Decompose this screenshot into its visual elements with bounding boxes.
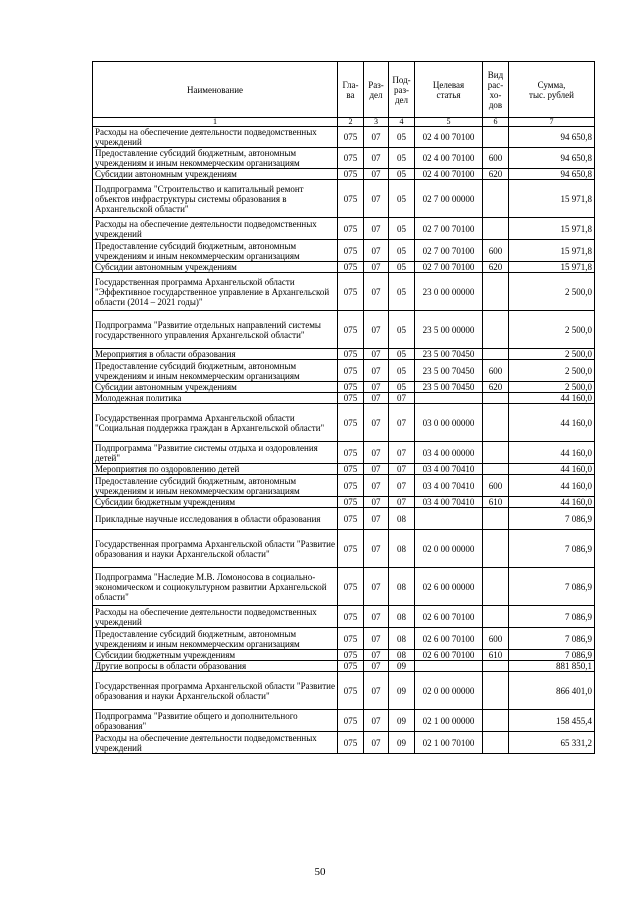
row-glava: 075 (338, 606, 364, 628)
row-sum: 866 401,0 (509, 672, 595, 710)
row-target-article: 02 0 00 00000 (415, 672, 483, 710)
page-number: 50 (314, 866, 326, 878)
column-number: 1 (93, 118, 338, 127)
row-razdel: 07 (364, 508, 389, 530)
row-expense-type (483, 661, 509, 672)
row-podrazdel: 05 (389, 382, 415, 393)
table-row (93, 732, 595, 754)
row-target-article: 23 5 00 70450 (415, 360, 483, 382)
row-target-article: 03 4 00 70410 (415, 497, 483, 508)
row-name: Предоставление субсидий бюджетным, автономным учреждениям и иным некоммерческим организациям (93, 148, 338, 169)
table-row (93, 464, 595, 475)
row-podrazdel: 05 (389, 218, 415, 240)
row-name: Расходы на обеспечение деятельности подведомственных учреждений (93, 127, 338, 148)
row-razdel: 07 (364, 393, 389, 404)
row-podrazdel: 05 (389, 148, 415, 169)
row-sum: 2 500,0 (509, 360, 595, 382)
row-expense-type (483, 127, 509, 148)
row-sum: 7 086,9 (509, 628, 595, 650)
table-row (93, 497, 595, 508)
column-number: 5 (415, 118, 483, 127)
row-glava: 075 (338, 180, 364, 218)
row-name: Субсидии бюджетным учреждениям (93, 497, 338, 508)
row-podrazdel: 05 (389, 349, 415, 360)
row-expense-type: 600 (483, 628, 509, 650)
row-target-article: 02 0 00 00000 (415, 530, 483, 568)
row-glava: 075 (338, 475, 364, 497)
row-expense-type (483, 442, 509, 464)
row-sum: 44 160,0 (509, 497, 595, 508)
row-razdel: 07 (364, 404, 389, 442)
row-sum: 44 160,0 (509, 404, 595, 442)
table-row (93, 127, 595, 148)
table-row (93, 240, 595, 262)
row-name: Государственная программа Архангельской области "Социальная поддержка граждан в Архангельской области" (93, 404, 338, 442)
row-podrazdel: 05 (389, 180, 415, 218)
table-row (93, 148, 595, 169)
row-name: Подпрограмма "Наследие М.В. Ломоносова в социально-экономическом и социокультурном развитии Архангельской области" (93, 568, 338, 606)
table-row (93, 262, 595, 273)
table-row (93, 442, 595, 464)
row-name: Расходы на обеспечение деятельности подведомственных учреждений (93, 732, 338, 754)
row-expense-type (483, 349, 509, 360)
table-row (93, 650, 595, 661)
table-header-row (93, 62, 595, 118)
header-name: Наименование (93, 62, 338, 118)
row-sum: 44 160,0 (509, 464, 595, 475)
table-row (93, 628, 595, 650)
row-razdel: 07 (364, 464, 389, 475)
row-glava: 075 (338, 508, 364, 530)
row-podrazdel: 07 (389, 393, 415, 404)
row-expense-type: 620 (483, 262, 509, 273)
row-expense-type (483, 464, 509, 475)
header-expense-type: Вид рас- хо- дов (483, 62, 509, 118)
row-sum: 2 500,0 (509, 273, 595, 311)
row-podrazdel: 09 (389, 672, 415, 710)
row-podrazdel: 07 (389, 464, 415, 475)
column-number: 7 (509, 118, 595, 127)
row-name: Подпрограмма "Развитие системы отдыха и оздоровления детей" (93, 442, 338, 464)
row-expense-type (483, 530, 509, 568)
row-expense-type (483, 273, 509, 311)
column-number: 6 (483, 118, 509, 127)
row-razdel: 07 (364, 218, 389, 240)
budget-table (92, 61, 595, 754)
row-sum: 44 160,0 (509, 475, 595, 497)
row-target-article: 02 4 00 70100 (415, 148, 483, 169)
row-target-article: 02 7 00 70100 (415, 240, 483, 262)
row-name: Молодежная политика (93, 393, 338, 404)
row-name: Подпрограмма "Развитие общего и дополнительного образования" (93, 710, 338, 732)
row-podrazdel: 05 (389, 127, 415, 148)
row-sum: 7 086,9 (509, 650, 595, 661)
row-name: Субсидии автономным учреждениям (93, 382, 338, 393)
row-razdel: 07 (364, 732, 389, 754)
column-number: 3 (364, 118, 389, 127)
row-expense-type: 610 (483, 650, 509, 661)
row-target-article: 02 6 00 70100 (415, 606, 483, 628)
table-body (93, 127, 595, 754)
table-row (93, 404, 595, 442)
row-expense-type: 620 (483, 382, 509, 393)
row-name: Предоставление субсидий бюджетным, автономным учреждениям и иным некоммерческим организациям (93, 628, 338, 650)
row-name: Субсидии автономным учреждениям (93, 262, 338, 273)
row-expense-type (483, 606, 509, 628)
row-sum: 65 331,2 (509, 732, 595, 754)
row-name: Мероприятия по оздоровлению детей (93, 464, 338, 475)
row-razdel: 07 (364, 262, 389, 273)
row-name: Расходы на обеспечение деятельности подведомственных учреждений (93, 218, 338, 240)
row-sum: 7 086,9 (509, 508, 595, 530)
row-name: Мероприятия в области образования (93, 349, 338, 360)
row-glava: 075 (338, 382, 364, 393)
row-glava: 075 (338, 464, 364, 475)
table-row (93, 169, 595, 180)
row-sum: 2 500,0 (509, 311, 595, 349)
table-row (93, 710, 595, 732)
row-target-article: 03 0 00 00000 (415, 404, 483, 442)
row-name: Подпрограмма "Развитие отдельных направлений системы государственного управления Архангельской области" (93, 311, 338, 349)
row-glava: 075 (338, 169, 364, 180)
row-sum: 2 500,0 (509, 382, 595, 393)
row-name: Государственная программа Архангельской области "Развитие образования и науки Архангельской области" (93, 672, 338, 710)
row-podrazdel: 09 (389, 661, 415, 672)
row-name: Предоставление субсидий бюджетным, автономным учреждениям и иным некоммерческим организациям (93, 475, 338, 497)
row-sum: 7 086,9 (509, 606, 595, 628)
header-target-article: Целевая статья (415, 62, 483, 118)
row-glava: 075 (338, 148, 364, 169)
row-razdel: 07 (364, 127, 389, 148)
row-name: Расходы на обеспечение деятельности подведомственных учреждений (93, 606, 338, 628)
row-glava: 075 (338, 732, 364, 754)
row-expense-type: 620 (483, 169, 509, 180)
row-target-article: 23 5 00 00000 (415, 311, 483, 349)
row-glava: 075 (338, 393, 364, 404)
column-number-row (93, 118, 595, 127)
row-target-article: 02 7 00 00000 (415, 180, 483, 218)
row-razdel: 07 (364, 475, 389, 497)
row-podrazdel: 08 (389, 650, 415, 661)
row-expense-type (483, 732, 509, 754)
row-target-article: 03 4 00 70410 (415, 464, 483, 475)
table-row (93, 475, 595, 497)
row-target-article: 02 4 00 70100 (415, 169, 483, 180)
row-glava: 075 (338, 628, 364, 650)
table-row (93, 393, 595, 404)
row-glava: 075 (338, 568, 364, 606)
row-expense-type: 600 (483, 475, 509, 497)
row-target-article: 02 1 00 70100 (415, 732, 483, 754)
row-name: Предоставление субсидий бюджетным, автономным учреждениям и иным некоммерческим организациям (93, 360, 338, 382)
table-row (93, 568, 595, 606)
row-podrazdel: 08 (389, 568, 415, 606)
row-podrazdel: 05 (389, 311, 415, 349)
row-expense-type (483, 568, 509, 606)
row-target-article: 02 6 00 70100 (415, 650, 483, 661)
row-glava: 075 (338, 530, 364, 568)
row-razdel: 07 (364, 606, 389, 628)
row-name: Подпрограмма "Строительство и капитальный ремонт объектов инфраструктуры системы образования в Архангельской области" (93, 180, 338, 218)
row-glava: 075 (338, 442, 364, 464)
row-sum: 94 650,8 (509, 127, 595, 148)
row-glava: 075 (338, 710, 364, 732)
row-target-article: 23 5 00 70450 (415, 382, 483, 393)
row-target-article: 23 0 00 00000 (415, 273, 483, 311)
row-expense-type: 600 (483, 240, 509, 262)
row-expense-type (483, 508, 509, 530)
row-sum: 44 160,0 (509, 393, 595, 404)
row-podrazdel: 09 (389, 710, 415, 732)
row-glava: 075 (338, 672, 364, 710)
row-sum: 881 850,1 (509, 661, 595, 672)
header-sum: Сумма, тыс. рублей (509, 62, 595, 118)
column-number: 4 (389, 118, 415, 127)
row-razdel: 07 (364, 273, 389, 311)
table-row (93, 606, 595, 628)
row-sum: 15 971,8 (509, 180, 595, 218)
table-row (93, 218, 595, 240)
row-expense-type (483, 710, 509, 732)
row-glava: 075 (338, 273, 364, 311)
row-podrazdel: 05 (389, 169, 415, 180)
row-name: Предоставление субсидий бюджетным, автономным учреждениям и иным некоммерческим организациям (93, 240, 338, 262)
row-podrazdel: 08 (389, 606, 415, 628)
row-glava: 075 (338, 127, 364, 148)
row-sum: 15 971,8 (509, 240, 595, 262)
row-expense-type (483, 393, 509, 404)
row-name: Субсидии автономным учреждениям (93, 169, 338, 180)
row-sum: 15 971,8 (509, 218, 595, 240)
row-glava: 075 (338, 404, 364, 442)
row-razdel: 07 (364, 530, 389, 568)
row-target-article: 02 4 00 70100 (415, 127, 483, 148)
row-razdel: 07 (364, 628, 389, 650)
row-podrazdel: 07 (389, 404, 415, 442)
row-target-article: 02 1 00 00000 (415, 710, 483, 732)
row-expense-type (483, 218, 509, 240)
row-glava: 075 (338, 360, 364, 382)
row-expense-type: 600 (483, 148, 509, 169)
row-name: Субсидии бюджетным учреждениям (93, 650, 338, 661)
row-podrazdel: 05 (389, 273, 415, 311)
row-expense-type (483, 672, 509, 710)
row-podrazdel: 09 (389, 732, 415, 754)
row-name: Прикладные научные исследования в области образования (93, 508, 338, 530)
row-razdel: 07 (364, 650, 389, 661)
row-target-article: 02 7 00 70100 (415, 218, 483, 240)
row-glava: 075 (338, 240, 364, 262)
row-glava: 075 (338, 661, 364, 672)
table-row (93, 349, 595, 360)
row-razdel: 07 (364, 661, 389, 672)
row-target-article (415, 393, 483, 404)
row-sum: 2 500,0 (509, 349, 595, 360)
row-razdel: 07 (364, 382, 389, 393)
row-razdel: 07 (364, 360, 389, 382)
row-podrazdel: 07 (389, 442, 415, 464)
column-number: 2 (338, 118, 364, 127)
row-expense-type (483, 311, 509, 349)
row-sum: 44 160,0 (509, 442, 595, 464)
header-podrazdel: Под- раз- дел (389, 62, 415, 118)
row-razdel: 07 (364, 442, 389, 464)
row-podrazdel: 05 (389, 240, 415, 262)
row-target-article: 23 5 00 70450 (415, 349, 483, 360)
row-target-article: 03 4 00 70410 (415, 475, 483, 497)
row-razdel: 07 (364, 497, 389, 508)
header-glava: Гла- ва (338, 62, 364, 118)
row-expense-type (483, 180, 509, 218)
row-target-article: 03 4 00 00000 (415, 442, 483, 464)
row-podrazdel: 05 (389, 262, 415, 273)
row-podrazdel: 07 (389, 497, 415, 508)
row-target-article: 02 6 00 70100 (415, 628, 483, 650)
row-sum: 7 086,9 (509, 530, 595, 568)
row-glava: 075 (338, 262, 364, 273)
row-name: Другие вопросы в области образования (93, 661, 338, 672)
row-target-article: 02 7 00 70100 (415, 262, 483, 273)
row-razdel: 07 (364, 240, 389, 262)
row-glava: 075 (338, 497, 364, 508)
table-row (93, 382, 595, 393)
row-podrazdel: 08 (389, 628, 415, 650)
header-razdel: Раз- дел (364, 62, 389, 118)
row-name: Государственная программа Архангельской области "Развитие образования и науки Архангельской области" (93, 530, 338, 568)
row-glava: 075 (338, 650, 364, 661)
row-razdel: 07 (364, 169, 389, 180)
table-row (93, 672, 595, 710)
row-glava: 075 (338, 218, 364, 240)
row-expense-type (483, 404, 509, 442)
table-row (93, 661, 595, 672)
row-sum: 158 455,4 (509, 710, 595, 732)
budget-table-page (92, 61, 594, 754)
table-row (93, 530, 595, 568)
table-row (93, 273, 595, 311)
row-podrazdel: 07 (389, 475, 415, 497)
table-row (93, 508, 595, 530)
row-razdel: 07 (364, 180, 389, 218)
row-target-article (415, 661, 483, 672)
row-podrazdel: 05 (389, 360, 415, 382)
row-sum: 94 650,8 (509, 148, 595, 169)
row-podrazdel: 08 (389, 530, 415, 568)
row-name: Государственная программа Архангельской области "Эффективное государственное управление в Архангельской области (2014 – 2021 годы)" (93, 273, 338, 311)
row-glava: 075 (338, 311, 364, 349)
row-razdel: 07 (364, 672, 389, 710)
row-target-article: 02 6 00 00000 (415, 568, 483, 606)
table-row (93, 180, 595, 218)
row-sum: 7 086,9 (509, 568, 595, 606)
row-razdel: 07 (364, 568, 389, 606)
row-razdel: 07 (364, 148, 389, 169)
table-row (93, 360, 595, 382)
row-sum: 94 650,8 (509, 169, 595, 180)
table-row (93, 311, 595, 349)
row-podrazdel: 08 (389, 508, 415, 530)
row-razdel: 07 (364, 311, 389, 349)
row-sum: 15 971,8 (509, 262, 595, 273)
row-target-article (415, 508, 483, 530)
row-glava: 075 (338, 349, 364, 360)
row-expense-type: 610 (483, 497, 509, 508)
row-razdel: 07 (364, 710, 389, 732)
row-razdel: 07 (364, 349, 389, 360)
row-expense-type: 600 (483, 360, 509, 382)
